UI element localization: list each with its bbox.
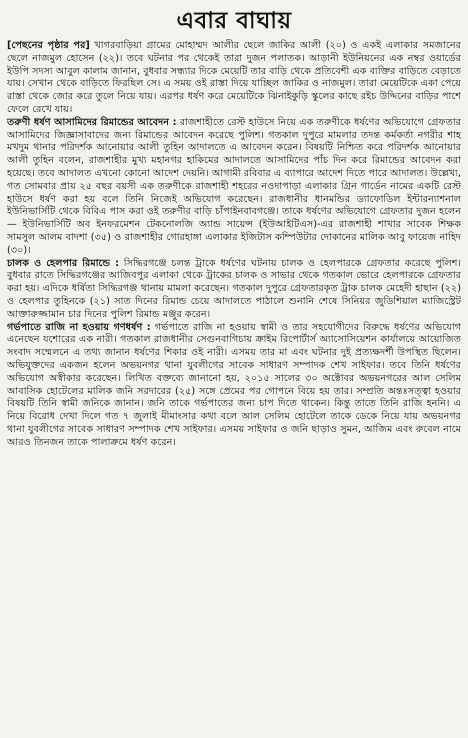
paragraph-text: খাগরবাড়িয়া গ্রামের মোহাম্মদ আলীর ছেলে জাকির আলী (২০) ও একই এলাকার সমজানের ছেলে নাজমুল হোসেন (২২)। তবে ঘটনার পর থেকেই তারা দুজন পলাতক। আড়ানী ইউনিয়নের এক নম্বর ওয়ার্ডের ইউপি সদস্য আবুল কালাম জানান, বুধবার সন্ধ্যার দিকে মেয়েটি তার বাড়ি থেকে প্রতিবেশী এক ব্যক্তির বাড়িতে বেড়াতে যায়। সেখান থেকে বাড়িতে ফিরছিল সে। এ সময় ওই রাস্তা দিয়ে যাচ্ছিল জাকির ও নাজমুল। তারা মেয়েটিকে একা পেয়ে রাস্তা থেকে জোর করে তুলে নিয়ে যায়। এরপর ধর্ষণ করে মেয়েটিকে ঝিনাইকুড়ি স্কুলের কাছে রইচ উদ্দিনের বাড়ির পাশে ফেলে রেখে যায়। [7,40,461,115]
paragraph-lead: [পেছনের পৃষ্ঠার পর] [7,40,90,51]
paragraph-subhead: তরুণী ধর্ষণ আসামিদের রিমান্ডের আবেদন : [7,116,177,128]
paragraph-continuation [7,40,461,117]
paragraph-abortion-refusal [7,322,461,450]
paragraph-subhead: চালক ও হেলপার রিমান্ডে : [7,257,120,269]
paragraph-driver-helper [7,258,461,322]
article-body [7,40,461,450]
paragraph-text: গর্ভপাতে রাজি না হওয়ায় স্বামী ও তার সহযোগীদের বিরুদ্ধে ধর্ষণের অভিযোগ এনেছেন যশোরের এক নারী। গতকাল রাজধানীর সেগুনবাগিচায় ক্রাইম রিপোর্টার্স অ্যাসোসিয়েশন কার্যালয়ে আয়োজিত সংবাদ সম্মেলনে এ তথ্য জানান ধর্ষণের শিকার ওই নারী। এসময় তার মা এবং ঘটনার দুই প্রত্যক্ষদর্শী উপস্থিত ছিলেন। অভিযুক্তদের একজন হলেন অভয়নগর থানা যুবলীগের সাবেক সাধারণ সম্পাদক শেখ সাইফার। তবে তিনি ধর্ষণের অভিযোগ অস্বীকার করেছেন। লিখিত বক্তব্যে জানানো হয়, ২০১৫ সালের ৩০ অক্টোবর অভয়নগরের আল সেলিম আবাসিক হোটেলের মালিক জনি সরদারের (২৫) সঙ্গে প্রেমের পর গোপনে বিয়ে হয় তার। সম্প্রতি অন্তঃসত্ত্বা হওয়ার বিষয়টি তিনি স্বামী জনিকে জানান। জনি তাকে গর্ভপাতের জন্য চাপ দিতে থাকেন। কিন্তু তাতে তিনি রাজি হননি। এ নিয়ে বিরোধ দেখা দিলে গত ৭ জুলাই মীমাংসার কথা বলে আল সেলিম হোটেলে তাকে ডেকে নিয়ে যায় অভয়নগর থানা যুবলীগের সাবেক সাধারণ সম্পাদক শেখ সাইফার। এসময় সাইফার ও জনি ছাড়াও সুমন, আজিম এবং রুবেল নামে আরও তিনজন তাকে পালাক্রমে ধর্ষণ করেন। [7,321,461,448]
paragraph-subhead: গর্ভপাতে রাজি না হওয়ায় গণধর্ষণ : [7,321,151,333]
paragraph-text: রাজশাহীতে রেস্ট হাউসে নিয়ে এক তরুণীকে ধর্ষণের অভিযোগে গ্রেফতার আসামিদের জিজ্ঞাসাবাদের জন্য রিমান্ডের আবেদন করেছে পুলিশ। গতকাল দুপুরে মামলার তদন্ত কর্মকর্তা নগরীর শাহ মখদুম থানার পরিদর্শক আনোয়ার আলী তুহিন আদালতে এ আবেদন করেন। বিষয়টি নিশ্চিত করে পরিদর্শক আনোয়ার আলী তুহিন বলেন, রাজশাহীর মুখ্য মহানগর হাকিমের আদালতে আসামিদের পাঁচ দিন করে রিমান্ডের আবেদন করা হয়েছে। তবে আদালত এখনো কোনো আদেশ দেয়নি। আগামী রবিবার এ ব্যাপারে আদেশ দিতে পারে আদালত। উল্লেখ্য, গত সোমবার প্রায় ২৫ বছর বয়সী এক তরুণীকে রাজশাহী শহরের নওদাপাড়া এলাকার গ্রিন গার্ডেন নামের একটি রেস্ট হাউসে ধর্ষণ করা হয় বলে তিনি নিজেই অভিযোগ করেছেন। রাজধানীর ধানমন্ডির ড্যাফোডিল ইন্টারন্যাশনাল ইউনিভার্সিটি থেকে বিবিএ পাস করা ওই তরুণীর বাড়ি চাঁপাইনবাবগঞ্জে। তাকে ধর্ষণের অভিযোগে গ্রেফতার দুজন হলেন— ইউনিভার্সিটি অব ইনফরমেশন টেকনোলজি অ্যান্ড সায়েন্স (ইউআইটিএস)-এর রাজশাহী শাখার সাবেক শিক্ষক সামসুল আলম বাদশা (৩৫) ও রাজশাহীর গোরহাঙ্গা এলাকার ইজিটাস কম্পিউটার দোকানের মালিক আবু ফায়েজ নাহিদ (৩০)। [7,116,461,256]
paragraph-text: সিদ্ধিরগঞ্জে চলন্ত ট্রাকে ধর্ষণের ঘটনায় চালক ও হেলপারকে গ্রেফতার করেছে পুলিশ। বুধবার রাতে সিদ্ধিরগঞ্জের আজিবপুর এলাকা থেকে ট্রাকের চালক ও সাভার থেকে গতকাল ভোরে হেলপারকে গ্রেফতার করা হয়। এদিকে ধর্ষিতা সিদ্ধিরগঞ্জ থানায় মামলা করেছেন। গতকাল দুপুরে গ্রেফতারকৃত ট্রাক চালক মেহেদী হাছান (২২) ও হেলপার তুহিনকে (২১) সাত দিনের রিমান্ড চেয়ে আদালতে পাঠালে শুনানি শেষে সিনিয়র জুডিশিয়াল ম্যাজিস্ট্রেট আক্তারুজ্জামান চার দিনের পুলিশ রিমান্ড মঞ্জুর করেন। [7,257,461,320]
paragraph-remand-plea [7,117,461,258]
headline: এবার বাঘায় [176,8,292,34]
